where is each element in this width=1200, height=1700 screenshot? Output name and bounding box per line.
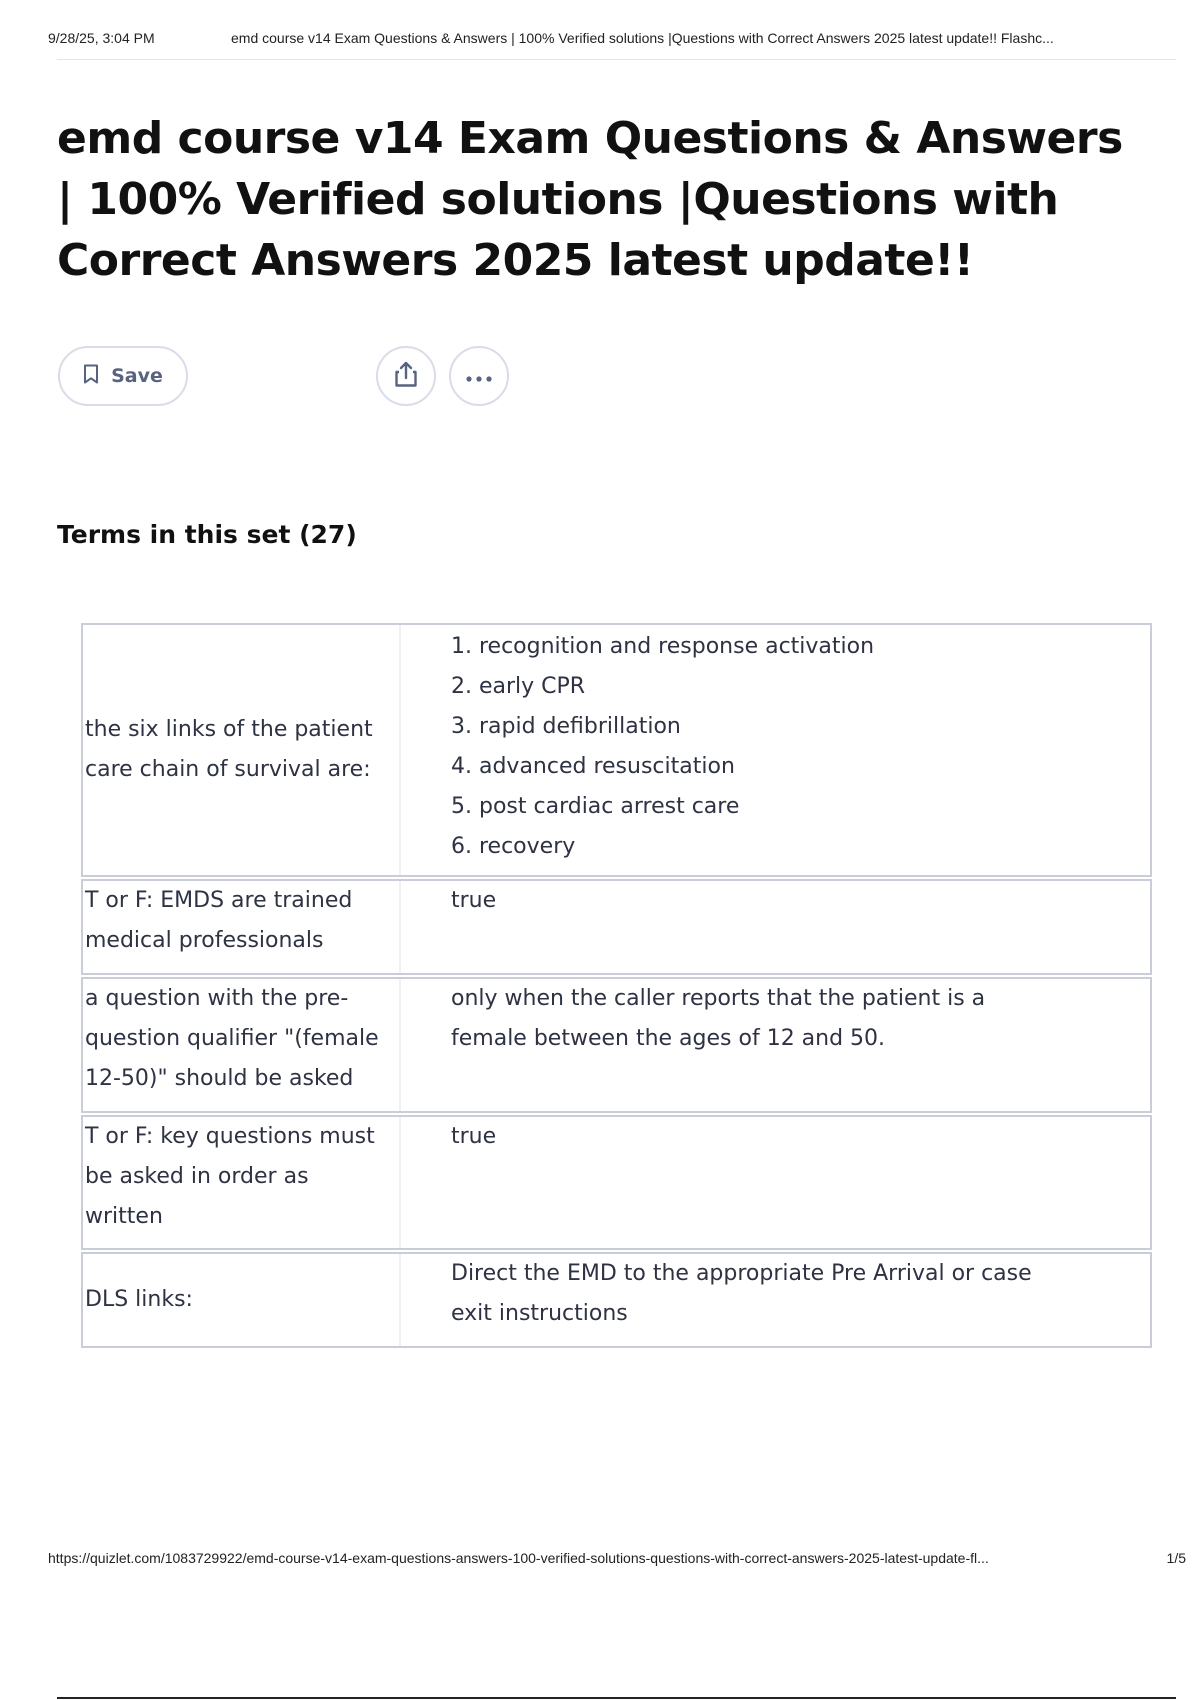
term-text: DLS links: (85, 1287, 193, 1312)
terms-heading: Terms in this set (27) (57, 520, 357, 549)
print-timestamp: 9/28/25, 3:04 PM (48, 30, 155, 46)
definition-text: only when the caller reports that the patient is a female between the ages of 12 and 50. (451, 986, 986, 1051)
term-text: T or F: key questions must be asked in order as written (85, 1124, 375, 1229)
term-card (81, 879, 1152, 975)
definition-text: Direct the EMD to the appropriate Pre Arrival or case exit instructions (451, 1261, 1032, 1326)
save-button[interactable] (58, 346, 188, 406)
page-number: 1/5 (1166, 1550, 1186, 1566)
more-horizontal-icon (466, 367, 492, 386)
term-cell (83, 625, 401, 875)
bookmark-icon (83, 364, 99, 389)
share-button[interactable] (376, 346, 436, 406)
term-card (81, 977, 1152, 1113)
term-text: a question with the pre- question qualifier "(female 12-50)" should be asked (85, 986, 379, 1091)
term-cell (83, 1254, 401, 1346)
term-card (81, 623, 1152, 877)
term-cell (83, 979, 401, 1111)
definition-cell (401, 625, 1150, 875)
share-icon (393, 360, 419, 392)
term-card (81, 1252, 1152, 1348)
definition-text: 1. recognition and response activation 2. early CPR 3. rapid defibrillation 4. advanced resuscitation 5. post cardiac arrest care 6. recovery (451, 634, 875, 859)
print-header (48, 30, 1176, 50)
bottom-divider (57, 1697, 1176, 1699)
definition-cell (401, 979, 1150, 1111)
save-button-label: Save (111, 365, 163, 387)
print-url: https://quizlet.com/1083729922/emd-course-v14-exam-questions-answers-100-verified-solutions-questions-with-correct-answers-2025-latest-update-fl... (48, 1550, 989, 1566)
definition-cell (401, 881, 1150, 973)
term-card (81, 1115, 1152, 1250)
term-cell (83, 881, 401, 973)
print-footer (48, 1550, 1186, 1570)
header-divider (57, 59, 1176, 60)
term-text: the six links of the patient care chain of survival are: (85, 717, 373, 782)
term-text: T or F: EMDS are trained medical professionals (85, 888, 353, 953)
definition-text: true (451, 1124, 497, 1149)
definition-cell (401, 1117, 1150, 1248)
definition-cell (401, 1254, 1150, 1346)
term-cell (83, 1117, 401, 1248)
terms-list (81, 623, 1152, 1348)
print-page-title: emd course v14 Exam Questions & Answers | 100% Verified solutions |Questions with Correct Answers 2025 latest update!! Flashc... (231, 30, 1054, 46)
page-title: emd course v14 Exam Questions & Answers | 100% Verified solutions |Questions with Correct Answers 2025 latest update!! (57, 113, 1123, 286)
definition-text: true (451, 888, 497, 913)
more-options-button[interactable] (449, 346, 509, 406)
